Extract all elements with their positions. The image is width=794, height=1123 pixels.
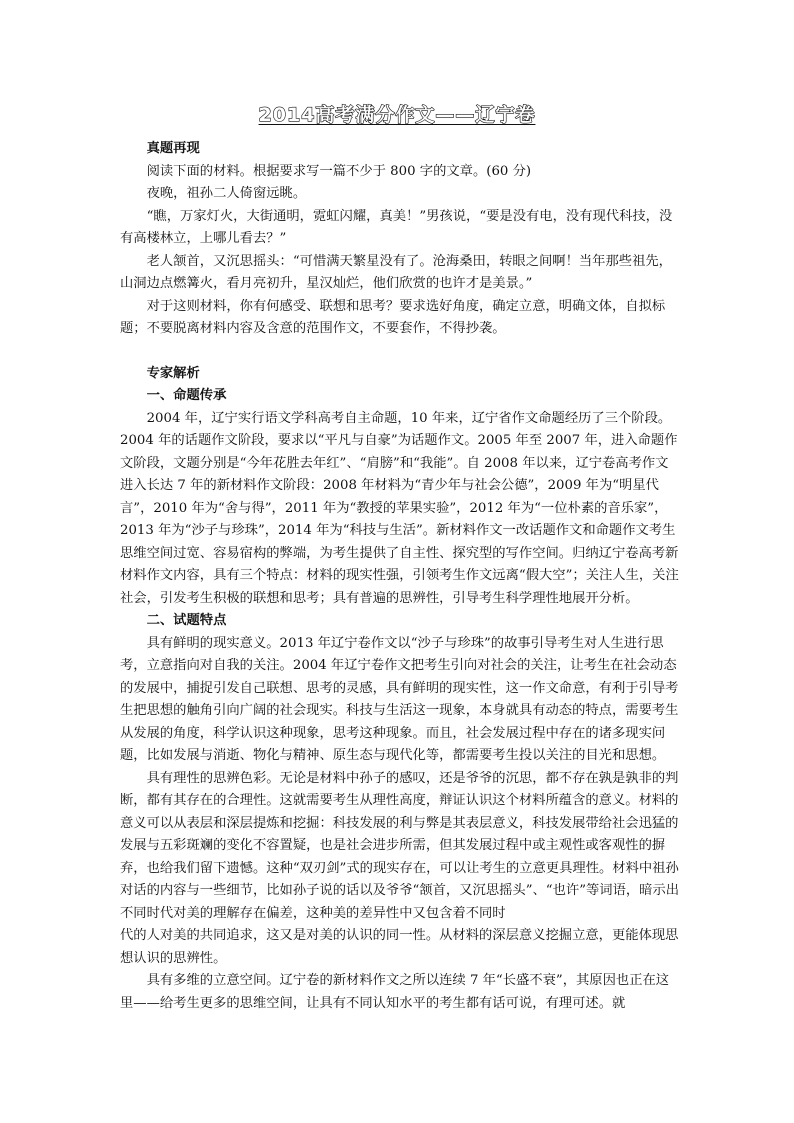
paragraph-dialectic: 具有理性的思辨色彩。无论是材料中孙子的感叹，还是爷爷的沉思，都不存在孰是孰非的判断，都有其存在的合理性。这就需要考生从理性高度，辩证认识这个材料所蕴含的意义。材料的意义可以从表层和深层提炼和挖掘：科技发展的利与弊是其表层意义，科技发展带给社会迅猛的发展与五彩斑斓的变化不容置疑，也是社会进步所需，但其发展过程中或主观性或客观性的摒弃，也给我们留下遗憾。这种“双刃剑”式的现实存在，可以让考生的立意更具理性。材料中祖孙对话的内容与一些细节，比如孙子说的话以及爷爷“颔首，又沉思摇头”、“也许”等词语，暗示出不同时代对美的理解存在偏差，这种美的差异性中又包含着不同时 <box>120 770 680 921</box>
section-heading-analysis: 专家解析 <box>146 365 200 381</box>
subheading-features: 二、试题特点 <box>146 613 227 628</box>
paragraph-tradition: 2004 年，辽宁实行语文学科高考自主命题，10 年来，辽宁省作文命题经历了三个阶段。2004 年的话题作文阶段，要求以“平凡与自豪”为话题作文。2005 年至 2007 年，进入命题作文阶段，文题分别是“今年花胜去年红”、“肩膀”和“我能”。自 2008 年以来，辽宁卷高考作文进入长达 7 年的新材料作文阶段：2008 年材料为“青少年与社会公德”，2009 年为“明星代言”，2010 年为“舍与得”，2011 年为“教授的苹果实验”，2012 年为“一位朴素的音乐家”，2013 年为“沙子与珍珠”，2014 年为“科技与生活”。新材料作文一改话题作文和命题作文考生思维空间过宽、容易宿构的弊端，为考生提供了自主性、探究型的写作空间。归纳辽宁卷高考新材料作文内容，具有三个特点：材料的现实性强，引领考生作文远离“假大空”；关注人生，关注社会，引发考生积极的联想和思考；具有普遍的思辨性，引导考生科学理性地展开分析。 <box>120 410 679 606</box>
subheading-tradition: 一、命题传承 <box>146 388 227 403</box>
material-line-2: “瞧，万家灯火，大街通明，霓虹闪耀，真美！”男孩说，“要是没有电，没有现代科技，没有高楼林立，上哪儿看去？” <box>120 208 673 246</box>
exam-requirements: 对于这则材料，你有何感受、联想和思考？要求选好角度，确定立意，明确文体，自拟标题；不要脱离材料内容及含意的范围作文，不要套作，不得抄袭。 <box>120 298 666 336</box>
document-title: 2014高考满分作文——辽宁卷 <box>258 104 536 126</box>
document-body <box>120 138 680 1015</box>
paragraph-realism: 具有鲜明的现实意义。2013 年辽宁卷作文以“沙子与珍珠”的故事引导考生对人生进行思考，立意指向对自我的关注。2004 年辽宁卷作文把考生引向对社会的关注，让考生在社会动态的发展中，捕捉引发自己联想、思考的灵感，具有鲜明的现实性，这一作文命意，有利于引导考生把思想的触角引向广阔的社会现实。科技与生活这一现象，本身就具有动态的特点，需要考生从发展的角度，科学认识这种现象，思考这种现象。而且，社会发展过程中存在的诸多现实问题，比如发展与消逝、物化与精神、原生态与现代化等，都需要考生投以关注的目光和思想。 <box>120 635 679 763</box>
paragraph-multidimensional: 具有多维的立意空间。辽宁卷的新材料作文之所以连续 7 年“长盛不衰”，其原因也正在这里——给考生更多的思维空间，让具有不同认知水平的考生都有话可说，有理可述。就 <box>120 973 670 1011</box>
paragraph-dialectic-continued: 代的人对美的共同追求，这又是对美的认识的同一性。从材料的深层意义挖掘立意，更能体现思想认识的思辨性。 <box>120 928 679 966</box>
section-heading-exam: 真题再现 <box>146 141 200 156</box>
material-line-3: 老人颔首，又沉思摇头：“可惜满天繁星没有了。沧海桑田，转眼之间啊！当年那些祖先，山洞边点燃篝火，看月亮初升，星汉灿烂，他们欣赏的也许才是美景。” <box>120 253 672 291</box>
material-line-1: 夜晚，祖孙二人倚窗远眺。 <box>146 186 307 201</box>
spacer <box>120 341 680 363</box>
exam-prompt: 阅读下面的材料。根据要求写一篇不少于 800 字的文章。(60 分) <box>146 163 532 179</box>
